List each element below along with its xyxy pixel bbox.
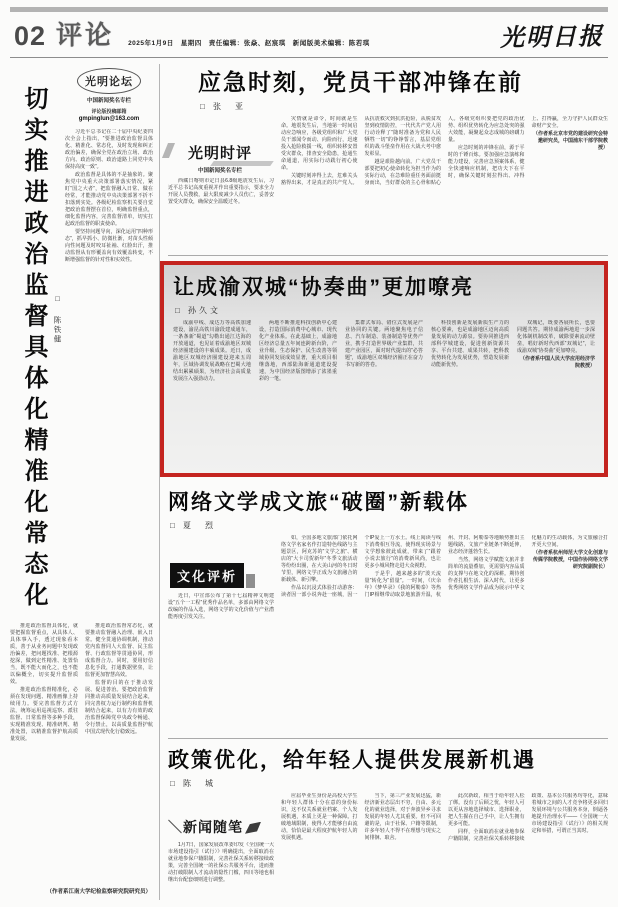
mailbox-email: gmpinglun@163.com bbox=[78, 116, 140, 122]
article-headline: 让成渝双城“协奏曲”更加嘹亮 bbox=[173, 276, 474, 299]
culture-review-badge bbox=[170, 563, 274, 588]
badge-title: 光明时评 bbox=[174, 142, 266, 163]
article-text-bottom: 推进政治监督具体化，就要把握监督重点，从具体人、具体事入手，透过现象看本质，善于从业务问题中发现政治偏差，把问题找准、把根源挖深，做到定性精准、处置恰当，既不能大而化之，也不能以偏概全，切实提升监督质效。 推进政治监督精准化，必须在发现问题、精准画像上持续用力。要完善监督方式方法，统筹运用巡视巡察、派驻监督、日常监督等多种手段，实现精准发现、精准研判、精准处置，以精准监督护航高质量发展。 推进政治监督常态化，就要推动监督融入治理、嵌入日常。健全贯通协调机制，推动党内监督同人大监督、民主监督、行政监督等贯通协同，形成监督合力。同时，要用好信息化手段，打通数据壁垒，让监督更加智慧高效。 监督的目的在于推动发展、促进善治。要把政治监督同推动高质量发展结合起来，同完善权力运行制约和监督机制结合起来，以有力有效的政治监督保障党中央政令畅通、令行禁止，以高质量监督护航中国式现代化行稳致远。 bbox=[10, 623, 153, 742]
edition-meta: 2025年1月9日 星期四 责任编辑：张焱、赵宸琪 新闻版美术编辑：陈若琪 bbox=[128, 40, 370, 47]
badge-title: 文化评析 bbox=[170, 563, 244, 588]
article-text-column: 1月7日，国家发展改革委印发《全国统一大市场建设指引（试行）》明确提出，全面取消在就业地参保户籍限制，完善社保关系转移接续政策，完善全国统一的社保公共服务平台，进而推动打破限制人才流动的隐性门槛，四川等地也相继出台配套细则进行调整。 bbox=[168, 842, 274, 883]
article-text-column: 近日，中宣部公布了第十七届精神文明建设“五个一工程”优秀作品名单，多部由网络文学改编的作品入选，网络文学的文化价值与产业潜能再度引发关注。 bbox=[168, 593, 274, 620]
badge-decoration bbox=[246, 574, 255, 588]
news-essay-badge bbox=[168, 817, 274, 837]
mailbox-label: 评论版投稿邮箱 bbox=[91, 109, 127, 115]
badge-slash-mark: ＼ bbox=[168, 819, 182, 835]
article-text-column: 习近平总书记在二十届中央纪委四次全会上指出，“要推进政治监督具体化、精准化、常态化，及时发现和纠正政治偏差，确保全党在政治立场、政治方向、政治原则、政治道路上同党中央保持高度一致”。 政治监督是具体的不是抽象的。聚焦党中央重大决策部署落实情况，紧盯“国之大者”，把监督融入日常、做在经常，才能推动党中央决策部署不折不扣落到实处。各级纪检监察机关要自觉把政治监督摆在首位，明确监督重点，细化监督内容，完善监督清单，切实扛起政治监督的职责使命。 要坚持问题导向，深化运用“四种形态”，抓早抓小、防微杜渐，对苗头性倾向性问题及时咬耳扯袖、红脸出汗，推动监督从有形覆盖向有效覆盖转变，不断增强监督的针对性和实效性。 bbox=[65, 129, 153, 263]
byline: □ 夏 烈 bbox=[170, 521, 217, 530]
vertical-headline: 切实推进政治监督具体化精准化常态化 bbox=[20, 86, 47, 613]
article-emergency bbox=[168, 64, 608, 256]
guangming-comment-badge bbox=[174, 142, 266, 174]
guangming-forum-badge bbox=[67, 68, 151, 122]
article-headline: 政策优化，给年轻人提供发展新机遇 bbox=[168, 749, 536, 772]
article-headline: 网络文学成文旅“破圈”新载体 bbox=[168, 491, 469, 514]
newspaper-masthead: 光明日报 bbox=[499, 21, 605, 52]
article-policy-youth bbox=[168, 739, 608, 900]
author-endnote: （作者系江南大学纪检监察研究院研究员） bbox=[46, 889, 151, 895]
author-endnote: （作者系中国人民大学应用经济学院教授） bbox=[519, 356, 595, 369]
highlighted-article-chengyu[interactable] bbox=[160, 261, 608, 477]
byline: □ 孙久文 bbox=[175, 306, 222, 315]
byline: □ 陈 城 bbox=[170, 779, 217, 788]
author-endnote: （作者系杭州师范大学文化创意与传媒学院教授，中国作协网络文学研究院副院长） bbox=[532, 550, 608, 570]
article-text-columns: 灾情就是命令，时间就是生命。地震发生后，当地第一时间启动应急响应，各级党组织和广大党员干部闻令而动、向险而行，迅速投入抢险救援一线，组织转移安置受灾群众，排查安全隐患，抢通生命通道，用实际行动践行初心使命。 关键时刻冲得上去，危难关头豁得出来，才是真正的共产党人。从抗震救灾到抗洪抢险，从脱贫攻坚到疫情防控，一代代共产党人用行动诠释了“随时准备为党和人民牺牲一切”的铮铮誓言，基层党组织的战斗堡垒作用在大战大考中愈发彰显。 越是艰险越向前。广大党员干部要把初心使命转化为担当作为的实际行动，在急难险重任务面前挺身而出，当好群众的主心骨和贴心人。各级党组织要把党的政治优势、组织优势转化为应急处突的强大效能，凝聚起众志成城的磅礴力量。 应急时刻的冲锋在前，源于平时的千锤百炼。要加强应急演练和能力建设，完善应急预案体系，健全快速响应机制，把功夫下在平时，确保关键时刻拉得出、冲得上、打得赢，全力守护人民群众生命财产安全。 （作者系北京市党的建设研究会特邀研究员，中国浦东干部学院教授） bbox=[281, 116, 608, 186]
author-endnote: （作者系北京市党的建设研究会特邀研究员，中国浦东干部学院教授） bbox=[532, 131, 608, 151]
page-header bbox=[0, 12, 618, 57]
article-headline: 应急时刻，党员干部冲锋在前 bbox=[198, 69, 523, 95]
page-number: 02 bbox=[14, 21, 47, 51]
pen-icon bbox=[245, 822, 261, 834]
byline: □ 陈铁健 bbox=[53, 294, 62, 345]
badge-title: 光明论坛 bbox=[77, 68, 141, 94]
article-web-literature bbox=[168, 481, 608, 739]
article-political-supervision bbox=[10, 64, 160, 900]
article-text-columns: 应届毕业生身份是高校大学生和年轻人群体十分在意的身份标识，这不仅关系就业档案、个人发展机遇，本质上更是一种保障。打破地域限制，使得人才能够自由流动，恰恰是最大程度护航年轻人的发展机遇。 当下，第三产业发展迅猛，新经济新业态层出不穷，自由、多元化的就业选择，对于奔波异乡寻求发展的年轻人尤其重要。但不可回避的是，由于社保、户籍等限制，许多年轻人不得不在理想与现实之间徘徊、取舍。 此次新政，相当于给年轻人松了绑。没有了后顾之忧，年轻人可以更从容地选择城市、选择职业，把人生握在自己手中，让人生拥有更多可能。 同样，全面取消在就业地参保户籍限制，完善社保关系转移接续政策、基本公共服务均等化，意味着城市之间的人才竞争将更多回归发展环境与公共服务本身，倒逼各地提升治理水平——《全国统一大市场建设指引（试行）》的相关规定和举措，可谓正当其时。 bbox=[281, 793, 608, 842]
article-text-column: 西藏日喀则市定日县6.8级地震发生后，习近平总书记高度重视并作出重要指示，要求全力开展人员搜救，最大限度减少人员伤亡，妥善安置受灾群众，确保安全温暖过冬。 bbox=[168, 178, 274, 205]
badge-subtitle: 中国新闻奖名专栏 bbox=[86, 98, 131, 104]
section-title: 评论 bbox=[56, 20, 115, 50]
badge-title: 新闻随笔 bbox=[183, 819, 243, 835]
article-text-columns: 成渝中线、成达万等高铁加速建设，渝昆高铁川渝段建成通车，一条条新“蜀道”勾勒出通江达海的开放通道，也见证着成渝地区双城经济圈建设的丰硕成果。近日，成渝地区双城经济圈建设迎来五周年，区域协调发展战略在巴蜀大地结出累累硕果，为经济社会高质量发展注入强劲动力。 两地不断推进科技创新中心建设，打造国际消费中心城市、现代化产业体系。在此基础上，成渝地区经济总量五年间连跨新台阶，产业升级、生态保护、民生改善等领域协同发展成效显著，重大项目相继落地，西部陆海新通道建设提速，为中国经济版图增添了浓墨重彩的一笔。 集群式布局、错位式发展是产业协同的关键。两地聚焦电子信息、汽车制造、装备制造等优势产业，携手打造世界级产业集群，共建产业园区，面对时代提出的“必答题”，成渝地区双城经济圈正在奋力书写新的答卷。 科技创新是发展新质生产力的核心要素，也是成渝地区迈向高质量发展的动力源泉。要协同推进西部科学城建设，促进创新资源共享、平台共建、成果共转，把科教优势转化为发展优势，塑造发展新动能新优势。 双城记，既要各展所长，也要同题共答。期待成渝两地进一步深化体制机制改革，破除要素流动壁垒，唱好新时代西部“双城记”，让成渝双城“协奏曲”更加嘹亮。 （作者系中国人民大学应用经济学院教授） bbox=[173, 320, 595, 382]
article-text-columns: 如，全国多地文旅部门依托网络文学名家名作打造特色线路与主题景区，阿克苏的“文学之旅”、横店的“大卡司贺新年”冬季文旅活动等纷纷出圈，在大美山河的冬日时节里，网络文学正成为文旅融合的新载体、新引擎。 作品以沉浸式体验打动游客：读者因一部小说奔赴一座城，因一个IP爱上一方水土。线上阅读与线下消费相互导流，使得现实场景与文学想象彼此成就，带来了“跟着小说去旅行”的消费新风尚，也让更多小城风物走进大众视野。 于是乎，越来越多的“泼天流量”转化为“留量”。一时间，《庆余年》《梦华录》《我的阿勒泰》等热门IP相继带动取景地旅游升温，杭州、开封、阿勒泰等地顺势推出主题线路，文旅产业链条不断延伸，业态经济蓬勃生长。 当然，网络文学赋能文旅并非简单的流量叠加，更需要内容品质的支撑与在地文化的深耕。期待创作者扎根生活、深入时代，让更多优秀网络文学作品成为展示中华文化魅力的生动载体，为文旅融合打开更大空间。 （作者系杭州师范大学文化创意与传媒学院教授，中国作协网络文学研究院副院长） bbox=[281, 535, 608, 598]
badge-subtitle: 中国新闻奖名专栏 bbox=[197, 168, 242, 174]
byline: □ 张 亚 bbox=[200, 102, 247, 111]
page-body bbox=[0, 58, 618, 900]
